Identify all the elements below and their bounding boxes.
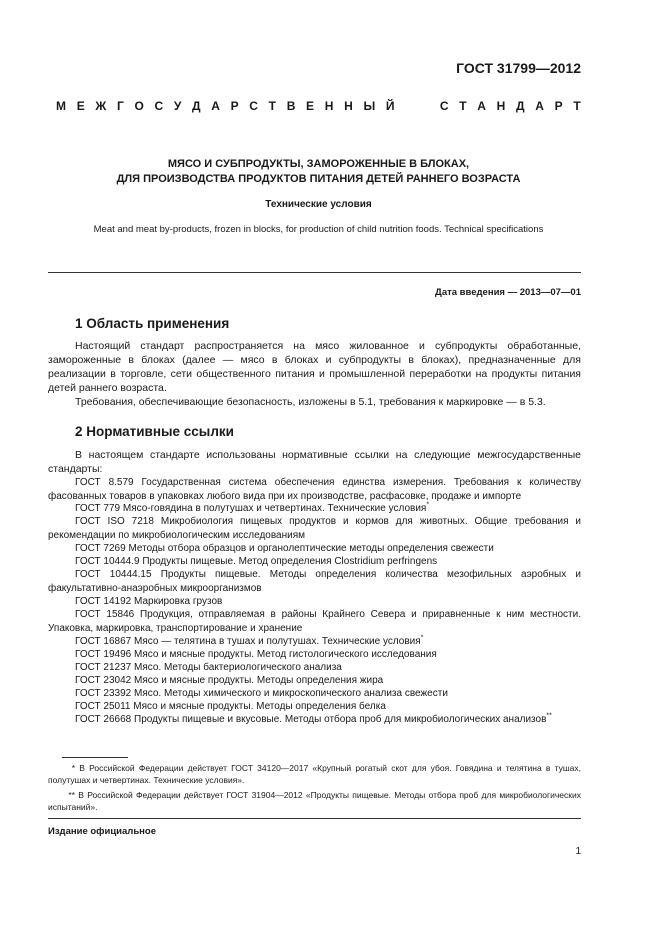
section-2-intro bbox=[48, 448, 581, 476]
reference-item bbox=[48, 476, 581, 503]
banner-letter: Т bbox=[268, 99, 276, 113]
title-line-1: МЯСО И СУБПРОДУКТЫ, ЗАМОРОЖЕННЫЕ В БЛОКАХ, bbox=[167, 158, 470, 170]
reference-code: ГОСТ ISO 7218 bbox=[75, 516, 154, 527]
reference-text: Маркировка грузов bbox=[134, 596, 223, 607]
reference-text: Мясо — телятина в тушах и полутушах. Технические условия bbox=[134, 636, 421, 647]
official-edition-label: Издание официальное bbox=[48, 826, 156, 837]
banner-letter: Е bbox=[306, 99, 315, 113]
reference-code: ГОСТ 14192 bbox=[75, 596, 132, 607]
banner-letter: О bbox=[134, 99, 144, 113]
reference-code: ГОСТ 8.579 bbox=[75, 477, 134, 488]
reference-code: ГОСТ 19496 bbox=[75, 649, 132, 660]
reference-text: Мясо-говядина в полутушах и четвертинах. Технические условия bbox=[122, 503, 427, 514]
reference-item bbox=[48, 635, 581, 649]
reference-text: Мясо. Методы химического и микроскопического анализа свежести bbox=[134, 688, 448, 699]
banner-letter: Н bbox=[496, 99, 506, 113]
reference-code: ГОСТ 16867 bbox=[75, 636, 132, 647]
reference-code: ГОСТ 15846 bbox=[75, 609, 135, 620]
page-number: 1 bbox=[575, 846, 581, 857]
reference-text: Продукты пищевые и вкусовые. Методы отбора проб для микробиологических анализов bbox=[134, 714, 547, 725]
reference-code: ГОСТ 7269 bbox=[75, 543, 126, 554]
banner-letter: Й bbox=[385, 99, 395, 113]
reference-text: Продукты пищевые. Метод определения Clostridium perfringens bbox=[142, 556, 438, 567]
footnote-mark: * bbox=[71, 763, 75, 773]
banner-letter: Д bbox=[191, 99, 201, 113]
banner-letter: М bbox=[56, 99, 66, 113]
section-2-heading: 2 Нормативные ссылки bbox=[75, 424, 234, 439]
banner-letter: А bbox=[477, 99, 486, 113]
banner-letter: Р bbox=[230, 99, 239, 113]
footer-divider bbox=[48, 818, 581, 819]
banner-letter: Т bbox=[573, 99, 581, 113]
document-subtitle: Технические условия bbox=[265, 199, 372, 210]
footnote-mark: * bbox=[420, 634, 424, 642]
reference-text: Продукты пищевые. Методы определения количества мезофильных аэробных и факультативно-анаэробных микроорганизмов bbox=[48, 569, 581, 594]
reference-text: Мясо. Методы бактериологического анализа bbox=[134, 662, 342, 673]
reference-code: ГОСТ 23042 bbox=[75, 675, 132, 686]
reference-text: Микробиология пищевых продуктов и кормов для животных. Общие требования и рекомендации по микробиологическим исследованиям bbox=[48, 516, 581, 541]
banner-letter: Н bbox=[344, 99, 353, 113]
reference-item bbox=[48, 515, 581, 542]
section-1-paragraph-2 bbox=[48, 395, 581, 409]
banner-letter: Н bbox=[324, 99, 334, 113]
reference-code: ГОСТ 779 bbox=[75, 503, 121, 514]
banner-letter: Р bbox=[554, 99, 563, 113]
banner-letter: У bbox=[173, 99, 182, 113]
banner-letter: С bbox=[439, 99, 449, 113]
reference-text: Мясо и мясные продукты. Метод гистологического исследования bbox=[134, 649, 437, 660]
doc-code: ГОСТ 31799—2012 bbox=[456, 60, 581, 76]
reference-item bbox=[48, 648, 581, 662]
reference-code: ГОСТ 25011 bbox=[75, 701, 131, 712]
reference-item bbox=[48, 595, 581, 609]
reference-text: Продукция, отправляемая в районы Крайнего Севера и приравненные к ним местности. Упаковка, маркировка, транспортирование и хранение bbox=[48, 609, 582, 634]
reference-item bbox=[48, 661, 581, 675]
reference-item bbox=[48, 700, 581, 714]
banner-letter: Т bbox=[459, 99, 467, 113]
reference-item bbox=[48, 674, 581, 688]
reference-code: ГОСТ 26668 bbox=[75, 714, 132, 725]
footnote-2 bbox=[48, 789, 581, 813]
banner-letter: А bbox=[535, 99, 544, 113]
reference-text: Мясо и мясные продукты. Методы определения жира bbox=[134, 675, 384, 686]
reference-text: Мясо и мясные продукты. Методы определения белка bbox=[133, 701, 386, 712]
title-line-2: ДЛЯ ПРОИЗВОДСТВА ПРОДУКТОВ ПИТАНИЯ ДЕТЕЙ РАННЕГО ВОЗРАСТА bbox=[116, 173, 521, 185]
banner-letter: Ж bbox=[95, 99, 107, 113]
banner-letter: С bbox=[154, 99, 164, 113]
footnote-text: В Российской Федерации действует ГОСТ 31904—2012 «Продукты пищевые. Методы отбора проб для микробиологических испытаний». bbox=[48, 790, 581, 812]
footnote-rule bbox=[62, 757, 128, 758]
english-title: Meat and meat by-products, frozen in blocks, for production of child nutrition foods. Technical specifications bbox=[93, 224, 544, 235]
reference-item bbox=[48, 713, 581, 727]
section-1-paragraph-1 bbox=[48, 339, 581, 395]
introduction-date: Дата введения — 2013—07—01 bbox=[435, 287, 581, 298]
footnote-mark: ** bbox=[546, 712, 552, 720]
reference-code: ГОСТ 10444.15 bbox=[75, 569, 152, 580]
banner-letter: Ы bbox=[363, 99, 376, 113]
reference-item bbox=[48, 687, 581, 701]
reference-item bbox=[48, 502, 581, 516]
banner-letter: С bbox=[249, 99, 258, 113]
title-divider bbox=[48, 272, 581, 273]
reference-item bbox=[48, 555, 581, 569]
banner-gap bbox=[405, 99, 429, 113]
section-1-heading: 1 Область применения bbox=[75, 316, 230, 331]
banner-letter: Г bbox=[116, 99, 124, 113]
reference-code: ГОСТ 10444.9 bbox=[75, 556, 140, 567]
footnote-mark: * bbox=[426, 501, 430, 509]
reference-item bbox=[48, 568, 581, 595]
reference-text: Методы отбора образцов и органолептические методы определения свежести bbox=[128, 543, 494, 554]
reference-code: ГОСТ 21237 bbox=[75, 662, 132, 673]
footnote-text: В Российской Федерации действует ГОСТ 34120—2017 «Крупный рогатый скот для убоя. Говядина и телятина в тушах, полутушах и четвертинах. Технические условия». bbox=[48, 763, 581, 785]
reference-text: Государственная система обеспечения единства измерения. Требования к количеству фасованных товаров в упаковках любого вида при их производстве, расфасовке, продаже и импорте bbox=[48, 477, 581, 502]
banner-letter: Е bbox=[76, 99, 85, 113]
paragraph-text: Настоящий стандарт распространяется на мясо жилованное и субпродукты обработанные, замороженные в блоках (далее — мясо в блоках и субпродукты в блоках), предназначенные для реализации в торговле, сети общественного питания и промышленной переработки на продукты питания детей раннего возраста. bbox=[48, 340, 581, 394]
footnote-mark: ** bbox=[68, 790, 75, 800]
banner-letter: А bbox=[211, 99, 220, 113]
interstate-standard-banner bbox=[56, 99, 581, 113]
reference-item bbox=[48, 542, 581, 556]
reference-code: ГОСТ 23392 bbox=[75, 688, 132, 699]
paragraph-text: В настоящем стандарте использованы нормативные ссылки на следующие межгосударственные стандарты: bbox=[48, 449, 581, 475]
paragraph-text: Требования, обеспечивающие безопасность, изложены в 5.1, требования к маркировке — в 5.3. bbox=[75, 396, 546, 408]
banner-letter: Д bbox=[516, 99, 525, 113]
footnote-1 bbox=[48, 762, 581, 786]
document-title bbox=[56, 157, 581, 187]
banner-letter: В bbox=[286, 99, 296, 113]
reference-item bbox=[48, 608, 581, 635]
